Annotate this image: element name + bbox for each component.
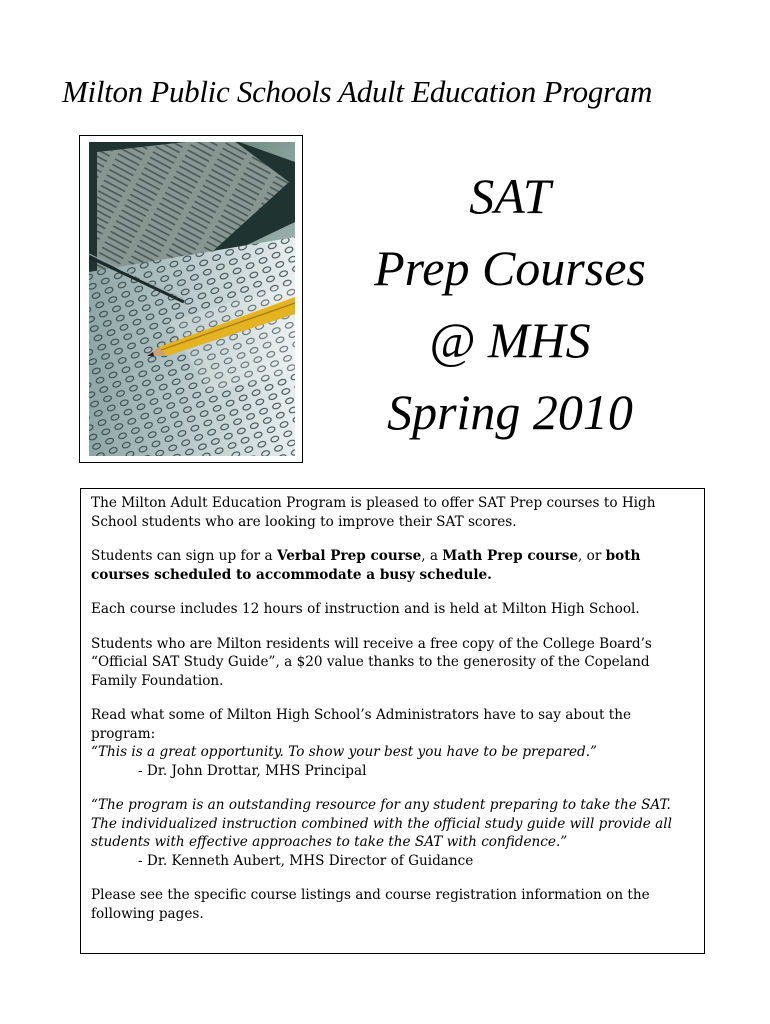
administrators-intro: Read what some of Milton High School’s Administrators have to say about the program: [91,707,632,742]
closing-paragraph: Please see the specific course listings and course registration information on the following pages. [91,887,650,922]
hero-line-sat: SAT [469,168,551,224]
hero-title-block [320,160,700,448]
hero-line-prep-courses: Prep Courses [374,240,646,296]
signup-prefix: Students can sign up for a [91,548,277,564]
math-prep-course: Math Prep course [442,548,579,564]
photo-frame [79,135,303,463]
guidance-director-quote: “The program is an outstanding resource for any student preparing to take the SAT. The individualized instruction combined with the official study guide will provide all students with effective approaches to take the SAT with confidence.” [91,797,672,850]
intro-paragraph: The Milton Adult Education Program is pleased to offer SAT Prep courses to High School students who are looking to improve their SAT scores. [91,495,656,530]
program-title: Milton Public Schools Adult Education Program [62,74,653,109]
residents-paragraph: Students who are Milton residents will receive a free copy of the College Board’s “Official SAT Study Guide”, a $20 value thanks to the generosity of the Copeland Family Foundation. [91,635,652,689]
program-description-box [80,488,705,954]
principal-quote: “This is a great opportunity. To show your best you have to be prepared.” [91,744,597,760]
verbal-prep-course: Verbal Prep course [276,548,422,564]
hero-line-term: Spring 2010 [387,384,633,440]
hero-line-location: @ MHS [429,312,591,368]
signup-separator-1: , a [421,548,443,564]
guidance-director-attribution: - Dr. Kenneth Aubert, MHS Director of Guidance [138,852,474,869]
signup-separator-2: , or [578,548,606,564]
principal-attribution: - Dr. John Drottar, MHS Principal [138,762,367,779]
test-answer-sheet-with-pencil-photo [89,142,295,456]
both-courses: both courses scheduled to accommodate a busy schedule. [91,548,641,583]
hours-paragraph: Each course includes 12 hours of instruction and is held at Milton High School. [91,601,640,617]
signup-paragraph [91,547,694,584]
